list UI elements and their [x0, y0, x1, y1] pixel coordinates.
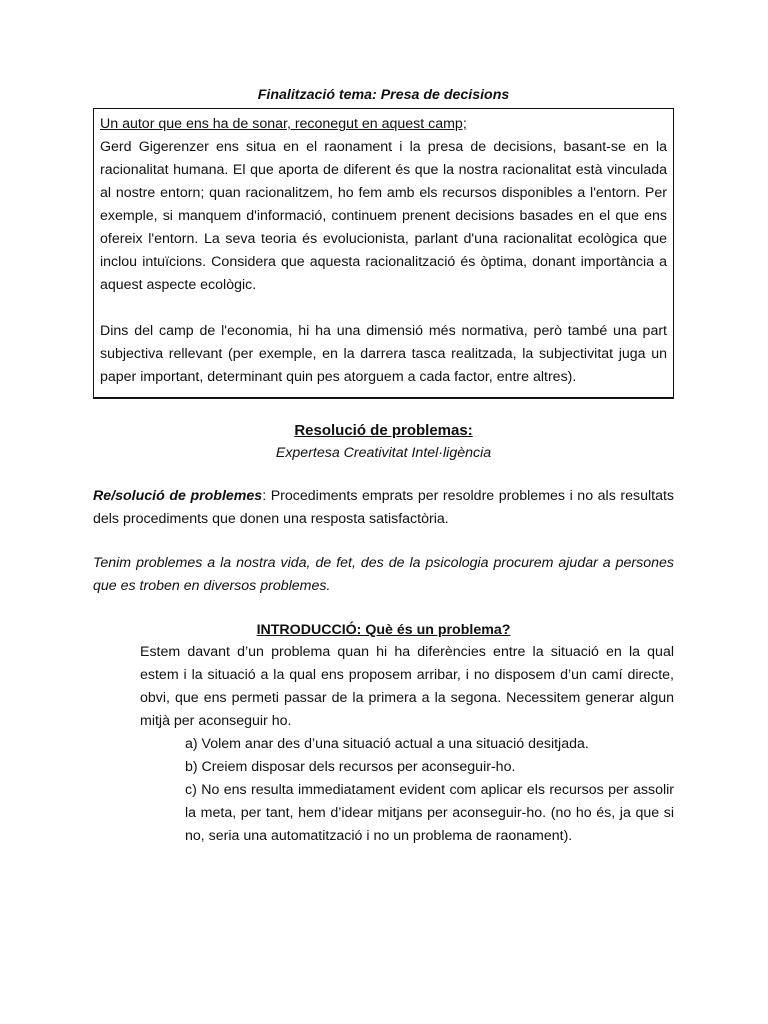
author-box-heading: Un autor que ens ha de sonar, reconegut en aquest camp;: [100, 116, 467, 132]
author-box: [93, 108, 674, 398]
list-item: a) Volem anar des d’una situació actual a una situació desitjada.: [185, 736, 589, 752]
definition-paragraph: [93, 485, 674, 531]
definition-term: Re/solució de problemes: [93, 488, 263, 504]
paragraph-gap: [100, 297, 667, 320]
author-box-paragraph-1: Gerd Gigerenzer ens situa en el raonament i la presa de decisions, basant-se en la racionalitat humana. El que aporta de diferent és que la nostra racionalitat està vinculada al nostre entorn; quan racionalitzem, ho fem amb els recursos disponibles a l'entorn. Per exemple, si manquem d'informació, continuem prenent decisions basades en el que ens ofereix l'entorn. La seva teoria és evolucionista, parlant d'una racionalitat ecològica que inclou intuïcions. Considera que aquesta racionalització és òptima, donant importància a aquest aspecte ecològic.: [100, 139, 667, 293]
document-page: [93, 86, 674, 848]
section-heading: Resolució de problemas:: [294, 422, 473, 439]
intro-list: [185, 733, 674, 848]
author-box-paragraph-2: Dins del camp de l'economia, hi ha una dimensió més normativa, però també una part subjectiva rellevant (per exemple, en la darrera tasca realitzada, la subjectivitat juga un paper important, determinant quin pes atorguem a cada factor, entre altres).: [100, 323, 667, 385]
intro-heading: INTRODUCCIÓ: Què és un problema?: [256, 622, 511, 638]
list-item: c) No ens resulta immediatament evident com aplicar els recursos per assolir la meta, per tant, hem d’idear mitjans per aconseguir-ho. (no ho és, ja que si no, seria una automatització i no un problema de raonament).: [185, 782, 674, 844]
intro-body: Estem davant d’un problema quan hi ha diferències entre la situació en la qual estem i la situació a la qual ens proposem arribar, i no disposem d’un camí directe, obvi, que ens permeti passar de la primera a la segona. Necessitem generar algun mitjà per aconseguir ho.: [140, 644, 674, 729]
italic-paragraph: Tenim problemes a la nostra vida, de fet, des de la psicologia procurem ajudar a persones que es troben en diversos problemes.: [93, 555, 674, 594]
list-item: b) Creiem disposar dels recursos per aconseguir-ho.: [185, 759, 516, 775]
definition-text: : Procediments emprats per resoldre problemes i no als resultats dels procediments que donen una resposta satisfactòria.: [93, 488, 674, 527]
document-title: Finalització tema: Presa de decisions: [257, 87, 510, 103]
section-subheading: Expertesa Creativitat Intel·ligència: [275, 445, 492, 461]
